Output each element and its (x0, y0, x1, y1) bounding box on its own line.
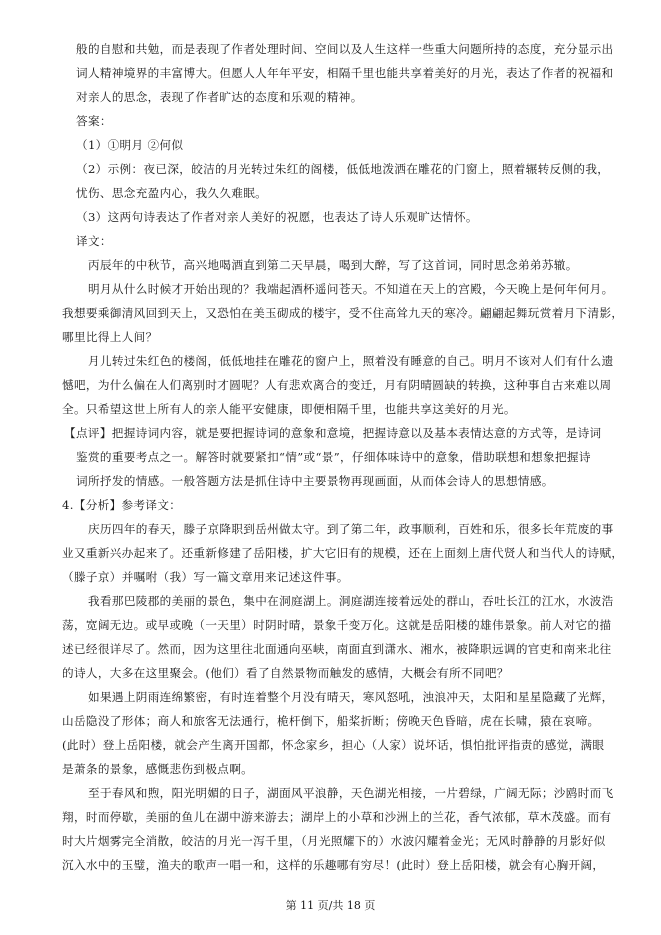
text-line: 述已经很详尽了。然而，因为这里往北面通向巫峡，南面直到潇水、湘水，被降职远调的官吏和南来北往 (62, 642, 612, 656)
text-line: 词所抒发的情感。一般答题方法是抓住诗中主要景物再现画面，从而体会诗人的思想情感。 (76, 474, 554, 488)
text-line: （滕子京）并嘱咐（我）写一篇文章用来记述这件事。 (62, 570, 349, 584)
answer-label: 答案： (76, 114, 112, 128)
text-line: 如果遇上阴雨连绵繁密，有时连着整个月没有晴天，寒风怒吼，浊浪冲天，太阳和星星隐藏了光辉， (88, 690, 614, 704)
text-line: 对亲人的思念，表现了作者旷达的态度和乐观的精神。 (76, 90, 363, 104)
text-line: 全。只希望这世上所有人的亲人能平安健康，即便相隔千里，也能共享这美好的月光。 (62, 402, 516, 416)
text-line: 忧伤、思念充盈内心，我久久难眠。 (76, 186, 268, 200)
text-line: 般的自慰和共勉，而是表现了作者处理时间、空间以及人生这样一些重大问题所持的态度，充分显示出 (76, 42, 614, 56)
text-line: 山岳隐没了形体；商人和旅客无法通行，桅杆倒下，船桨折断；傍晚天色昏暗，虎在长啸，猿在哀啼。 (62, 714, 600, 728)
text-line: (此时）登上岳阳楼，就会产生离开国都，怀念家乡，担心（人家）说坏话，惧怕批评指责的感觉，满眼 (62, 738, 605, 752)
text-line: 的诗人，大多在这里聚会。(他们）看了自然景物而触发的感情，大概会有所不同吧？ (62, 666, 509, 680)
text-line: 憾吧，为什么偏在人们离别时才圆呢？人有悲欢离合的变迁，月有阴晴圆缺的转换，这种事自古来难以周 (62, 378, 612, 392)
text-line: 时大片烟雾完全消散，皎洁的月光一泻千里，（月光照耀下的）水波闪耀着金光；无风时静静的月影好似 (62, 834, 606, 848)
answer-1: （1）①明月 ②何似 (76, 138, 184, 152)
text-line: 鉴赏的重要考点之一。解答时就要紧扣“情”或“景”，仔细体味诗中的意象，借助联想和想象把握诗 (76, 450, 591, 464)
text-line: 庆历四年的春天，滕子京降职到岳州做太守。到了第二年，政事顺利，百姓和乐，很多长年荒废的事 (88, 522, 614, 536)
answer-2: （2）示例：夜已深，皎洁的月光转过朱红的阁楼，低低地泼洒在雕花的门窗上，照着辗转反侧的我， (76, 162, 610, 176)
comment-line: 【点评】把握诗词内容，就是要把握诗词的意象和意境，把握诗意以及基本表情达意的方式等，是诗词 (64, 426, 602, 440)
text-line: 明月从什么时候才开始出现的？我端起酒杯遥问苍天。不知道在天上的宫殿，今天晚上是何年何月。 (88, 282, 614, 296)
text-line: 业又重新兴办起来了。还重新修建了岳阳楼，扩大它旧有的规模，还在上面刻上唐代贤人和当代人的诗赋， (62, 546, 624, 560)
text-line: 词人精神境界的丰富博大。但愿人人年年平安，相隔千里也能共享着美好的月光，表达了作者的祝福和 (76, 66, 614, 80)
text-line: 是萧条的景象，感慨悲伤到极点啊。 (62, 762, 254, 776)
text-line: 翔，时而停歇，美丽的鱼儿在湖中游来游去；湖岸上的小草和沙洲上的兰花，香气浓郁，草木茂盛。而有 (62, 810, 612, 824)
text-line: 月儿转过朱红色的楼阁，低低地挂在雕花的窗户上，照着没有睡意的自己。明月不该对人们有什么遗 (88, 354, 614, 368)
question-4-heading: 4.【分析】参考译文： (62, 498, 182, 512)
text-line: 哪里比得上人间？ (62, 330, 158, 344)
page-footer: 第 11 页/共 18 页 (285, 899, 376, 912)
answer-3: （3）这两句诗表达了作者对亲人美好的祝愿，也表达了诗人乐观旷达情怀。 (76, 210, 478, 224)
text-line: 荡，宽阔无边。或早或晚（一天里）时阴时晴，景象千变万化。这就是岳阳楼的雄伟景象。前人对它的描 (62, 618, 612, 632)
translation-label: 译文： (76, 234, 112, 248)
text-line: 我想要乘御清风回到天上，又恐怕在美玉砌成的楼宇，受不住高耸九天的寒冷。翩翩起舞玩赏着月下清影， (62, 306, 624, 320)
text-line: 至于春风和煦，阳光明媚的日子，湖面风平浪静，天色湖光相接，一片碧绿，广阔无际；沙鸥时而飞 (88, 786, 614, 800)
text-line: 沉入水中的玉璧，渔夫的歌声一唱一和，这样的乐趣哪有穷尽！(此时）登上岳阳楼，就会有心胸开阔， (62, 858, 605, 872)
text-line: 我看那巴陵郡的美丽的景色，集中在洞庭湖上。洞庭湖连接着远处的群山，吞吐长江的江水，水波浩 (88, 594, 614, 608)
text-line: 丙辰年的中秋节，高兴地喝酒直到第二天早晨，喝到大醉，写了这首词，同时思念弟弟苏辙。 (88, 258, 578, 272)
